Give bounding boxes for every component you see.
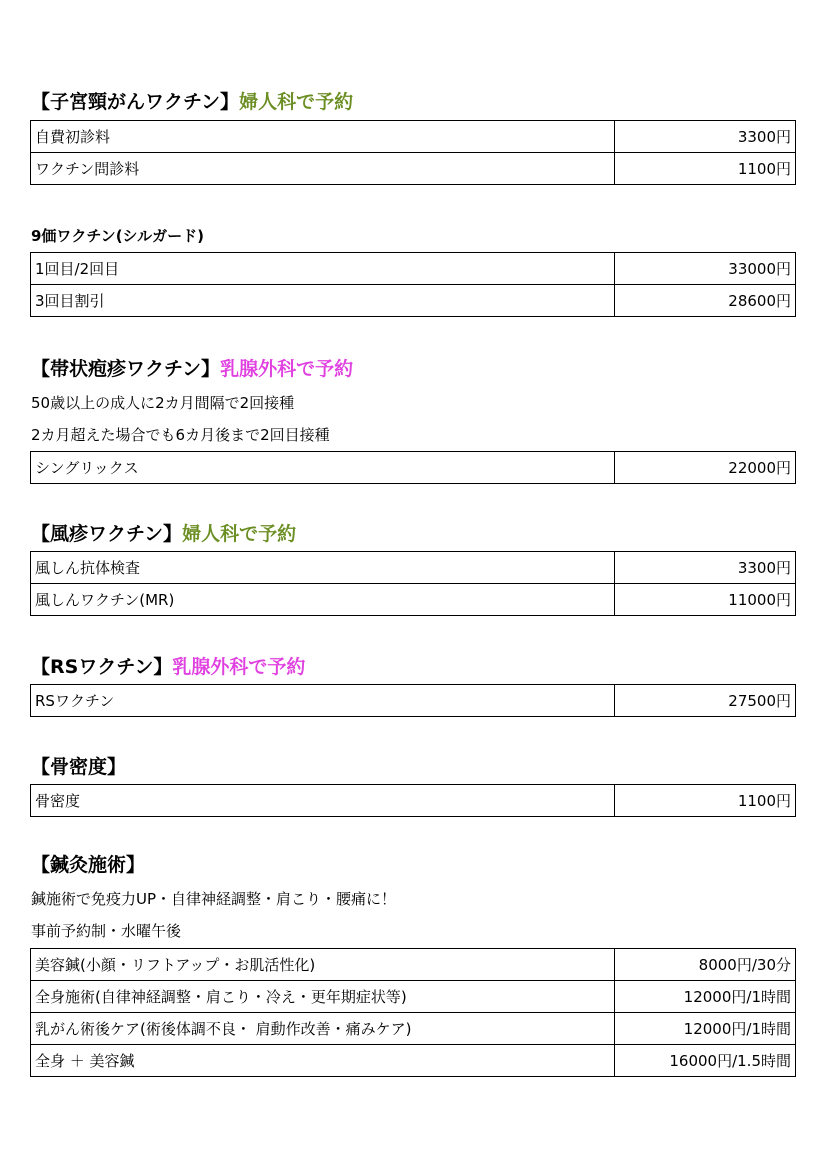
item-name: ワクチン問診料 — [31, 153, 615, 185]
section-title-shingles-vaccine: 【帯状疱疹ワクチン】乳腺外科で予約 — [31, 358, 354, 380]
description-line: 鍼施術で免疫力UP・自律神経調整・肩こり・腰痛に！ — [31, 890, 397, 908]
price-table-rubella — [30, 551, 796, 616]
table-row — [31, 153, 796, 185]
item-name: 風しんワクチン(MR) — [31, 584, 615, 616]
item-name: シングリックス — [31, 452, 615, 484]
description-line: 事前予約制・水曜午後 — [31, 922, 182, 940]
table-row — [31, 552, 796, 584]
item-price: 12000円/1時間 — [615, 1013, 796, 1045]
section-title-bone-density: 【骨密度】 — [31, 756, 127, 778]
item-price: 28600円 — [615, 285, 796, 317]
item-name: 美容鍼(小顔・リフトアップ・お肌活性化) — [31, 949, 615, 981]
table-row — [31, 253, 796, 285]
item-name: 全身施術(自律神経調整・肩こり・冷え・更年期症状等) — [31, 981, 615, 1013]
table-row — [31, 285, 796, 317]
section-title-rs-vaccine: 【RSワクチン】乳腺外科で予約 — [31, 656, 306, 678]
item-price: 33000円 — [615, 253, 796, 285]
price-table-9valent — [30, 252, 796, 317]
price-table-rs — [30, 684, 796, 717]
item-price: 22000円 — [615, 452, 796, 484]
description-line: 50歳以上の成人に2カ月間隔で2回接種 — [31, 394, 295, 412]
table-row — [31, 1045, 796, 1077]
price-table-shingles — [30, 451, 796, 484]
item-name: 乳がん術後ケア(術後体調不良・ 肩動作改善・痛みケア) — [31, 1013, 615, 1045]
item-price: 1100円 — [615, 785, 796, 817]
booking-note: 乳腺外科で予約 — [172, 656, 306, 678]
table-row — [31, 785, 796, 817]
item-price: 11000円 — [615, 584, 796, 616]
table-row — [31, 949, 796, 981]
table-row — [31, 452, 796, 484]
table-row — [31, 981, 796, 1013]
item-price: 8000円/30分 — [615, 949, 796, 981]
table-row — [31, 121, 796, 153]
price-table-acupuncture — [30, 948, 796, 1077]
section-title-cervical-vaccine: 【子宮頸がんワクチン】婦人科で予約 — [31, 91, 354, 113]
item-price: 12000円/1時間 — [615, 981, 796, 1013]
section-title-rubella-vaccine: 【風疹ワクチン】婦人科で予約 — [31, 523, 297, 545]
booking-note: 婦人科で予約 — [182, 523, 297, 545]
item-price: 1100円 — [615, 153, 796, 185]
section-subtitle-9valent: 9価ワクチン(シルガード) — [31, 227, 205, 245]
item-name: 自費初診料 — [31, 121, 615, 153]
price-table-bone-density — [30, 784, 796, 817]
section-title-acupuncture: 【鍼灸施術】 — [31, 854, 146, 876]
item-name: RSワクチン — [31, 685, 615, 717]
description-line: 2カ月超えた場合でも6カ月後まで2回目接種 — [31, 426, 330, 444]
price-table-cervical — [30, 120, 796, 185]
item-price: 3300円 — [615, 552, 796, 584]
item-name: 骨密度 — [31, 785, 615, 817]
booking-note: 乳腺外科で予約 — [220, 358, 354, 380]
table-row — [31, 685, 796, 717]
item-name: 風しん抗体検査 — [31, 552, 615, 584]
table-row — [31, 584, 796, 616]
item-name: 3回目割引 — [31, 285, 615, 317]
item-name: 1回目/2回目 — [31, 253, 615, 285]
item-price: 3300円 — [615, 121, 796, 153]
item-name: 全身 ＋ 美容鍼 — [31, 1045, 615, 1077]
table-row — [31, 1013, 796, 1045]
item-price: 27500円 — [615, 685, 796, 717]
item-price: 16000円/1.5時間 — [615, 1045, 796, 1077]
booking-note: 婦人科で予約 — [239, 91, 354, 113]
